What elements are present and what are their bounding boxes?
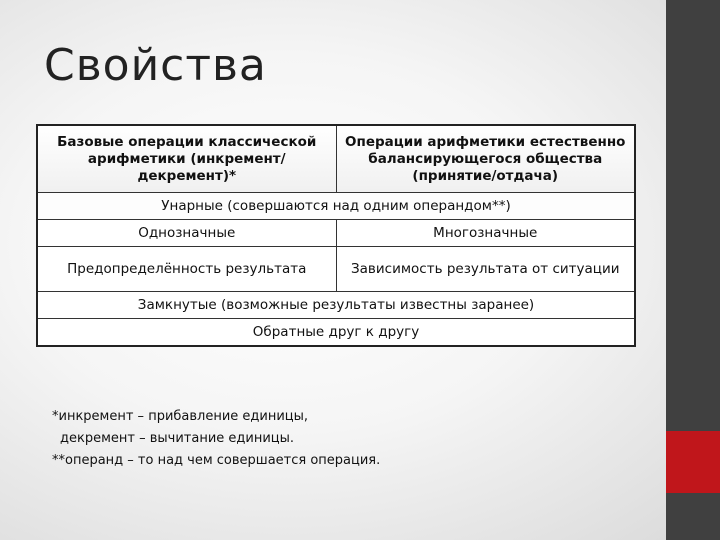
cell-situational-result: Зависимость результата от ситуации	[336, 247, 635, 292]
cell-predetermined-result: Предопределённость результата	[37, 247, 336, 292]
table-row	[37, 292, 635, 319]
row-inverse: Обратные друг к другу	[37, 319, 635, 347]
cell-single-valued: Однозначные	[37, 220, 336, 247]
footnotes	[52, 406, 380, 472]
sidebar-red-accent	[666, 431, 720, 493]
slide-title: Свойства	[44, 40, 267, 91]
header-classic-arithmetic: Базовые операции классической арифметики (инкремент/декремент)*	[37, 125, 336, 193]
table-row	[37, 193, 635, 220]
row-closed: Замкнутые (возможные результаты известны заранее)	[37, 292, 635, 319]
table-row	[37, 247, 635, 292]
footnote-increment: *инкремент – прибавление единицы,	[52, 409, 309, 424]
footnote-operand: **операнд – то над чем совершается операция.	[52, 453, 381, 468]
footnote-decrement: декремент – вычитание единицы.	[60, 431, 295, 446]
header-balanced-arithmetic: Операции арифметики естественно балансирующегося общества (принятие/отдача)	[336, 125, 635, 193]
cell-multi-valued: Многозначные	[336, 220, 635, 247]
row-unary: Унарные (совершаются над одним операндом**)	[37, 193, 635, 220]
table-row	[37, 220, 635, 247]
table-header-row	[37, 125, 635, 193]
properties-table	[36, 124, 636, 347]
table-row	[37, 319, 635, 347]
